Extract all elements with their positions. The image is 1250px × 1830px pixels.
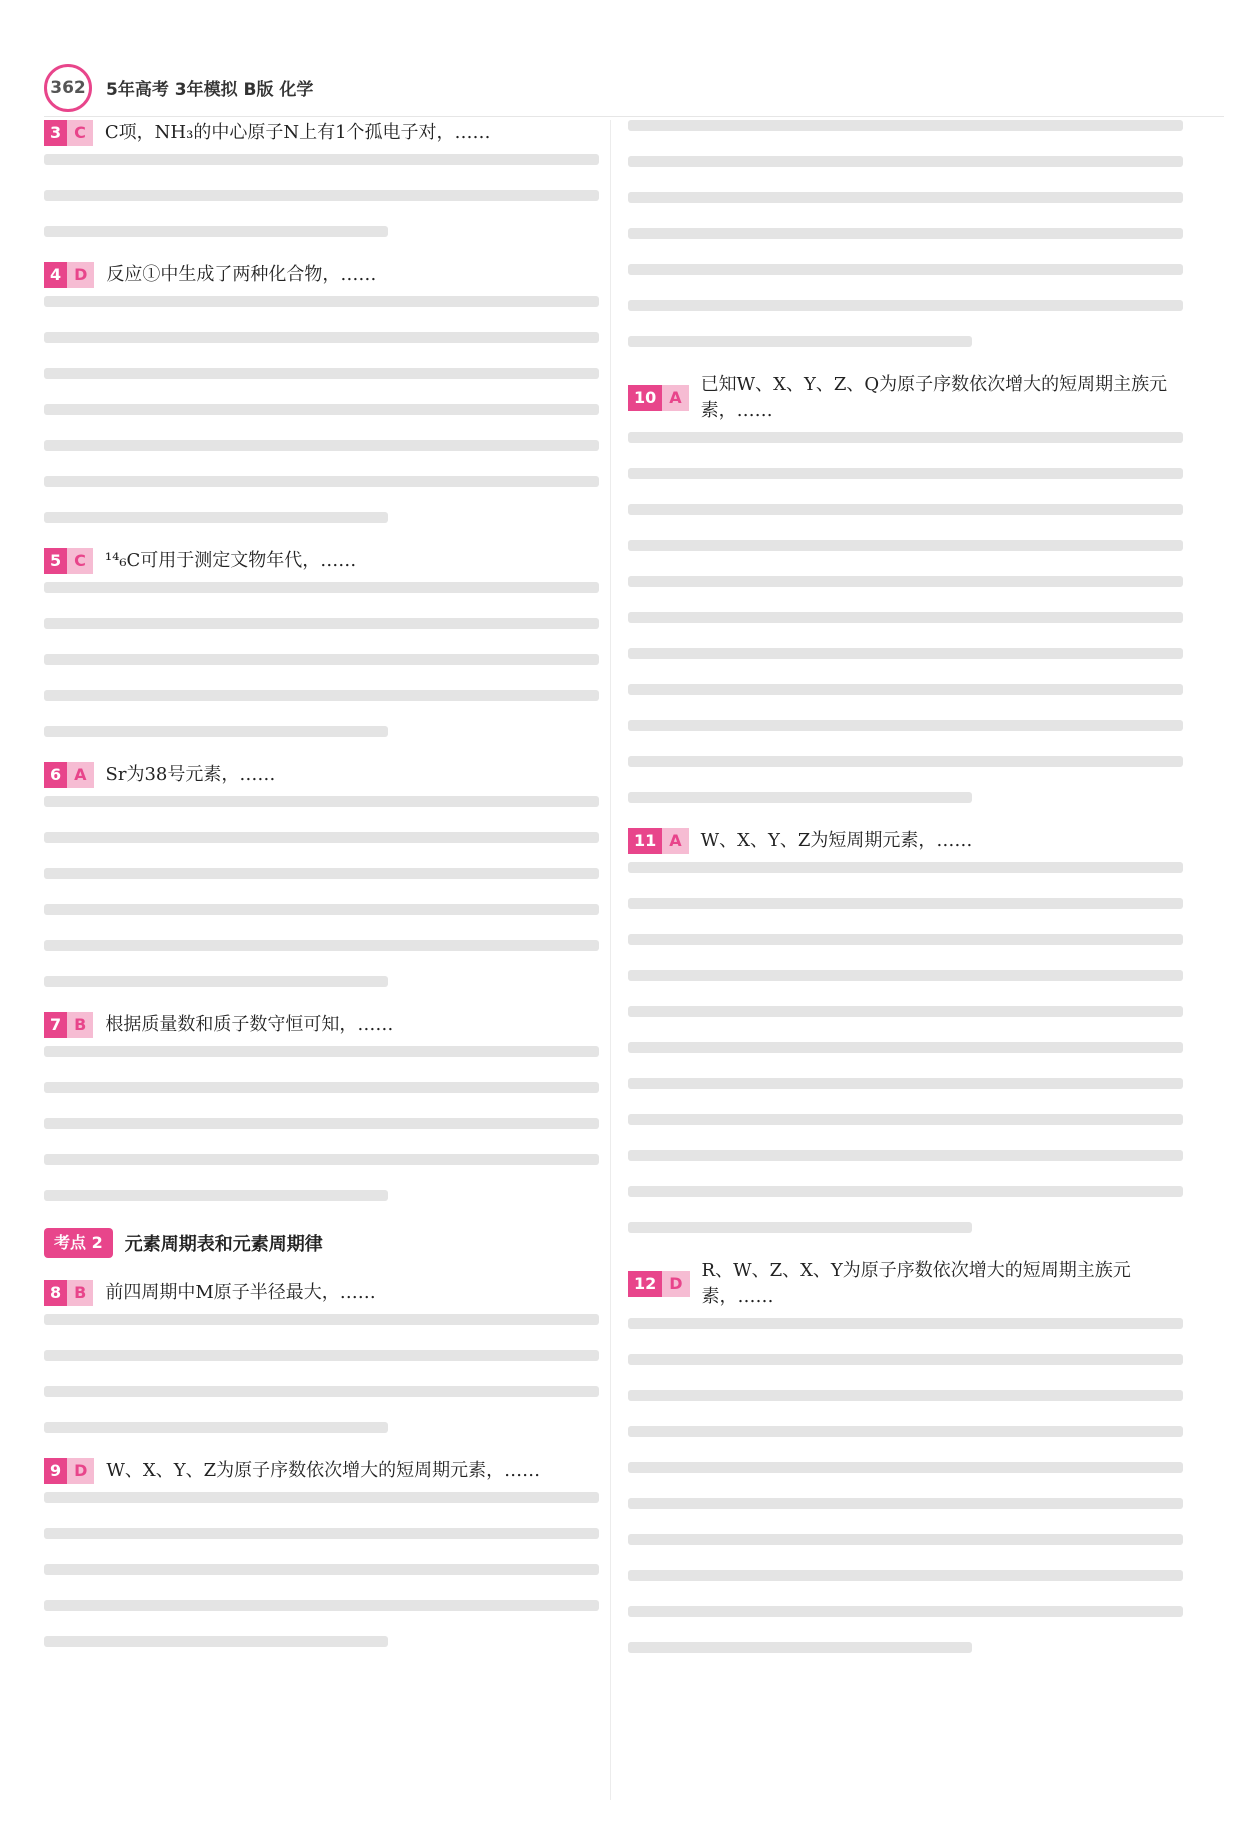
question-number: 4	[44, 262, 67, 288]
solution-text-placeholder	[44, 618, 599, 629]
solution-text-placeholder	[628, 898, 1183, 909]
answer-entry	[44, 1280, 599, 1433]
entry-head	[44, 1012, 599, 1038]
solution-lead: W、X、Y、Z为短周期元素，……	[700, 830, 973, 851]
solution-lead: W、X、Y、Z为原子序数依次增大的短周期元素，……	[106, 1460, 541, 1481]
answer-badge	[44, 1280, 93, 1306]
solution-text-placeholder	[628, 756, 1183, 767]
answer-entry	[628, 120, 1183, 347]
solution-text-placeholder	[44, 368, 599, 379]
answer-entry	[628, 372, 1183, 803]
solution-text-placeholder	[44, 1564, 599, 1575]
solution-text-placeholder	[628, 1150, 1183, 1161]
solution-text-placeholder	[44, 976, 388, 987]
solution-text-placeholder	[44, 940, 599, 951]
solution-text-placeholder	[44, 832, 599, 843]
solution-text-placeholder	[628, 1534, 1183, 1545]
right-column	[628, 120, 1183, 1678]
solution-text-placeholder	[44, 1528, 599, 1539]
solution-text-placeholder	[44, 654, 599, 665]
question-number: 9	[44, 1458, 67, 1484]
solution-text-placeholder	[628, 612, 1183, 623]
solution-lead: C项，NH₃的中心原子N上有1个孤电子对，……	[104, 122, 491, 143]
solution-text-placeholder	[628, 1354, 1183, 1365]
answer-entry	[628, 828, 1183, 1233]
question-number: 6	[44, 762, 67, 788]
solution-text-placeholder	[44, 582, 599, 593]
solution-text-placeholder	[44, 332, 599, 343]
solution-text-placeholder	[628, 1114, 1183, 1125]
answer-letter: D	[67, 1458, 94, 1484]
entry-head	[44, 1458, 599, 1484]
solution-text-placeholder	[628, 1642, 972, 1653]
question-number: 5	[44, 548, 67, 574]
answer-badge	[44, 1458, 94, 1484]
solution-text-placeholder	[628, 1318, 1183, 1329]
page-header	[44, 64, 1224, 114]
solution-text-placeholder	[44, 1386, 599, 1397]
entry-head	[628, 1258, 1183, 1310]
page-number: 362	[44, 64, 92, 112]
answer-letter: C	[67, 548, 93, 574]
solution-text-placeholder	[628, 192, 1183, 203]
entry-head	[44, 1280, 599, 1306]
answer-badge	[44, 762, 94, 788]
entry-head	[44, 262, 599, 288]
solution-text-placeholder	[44, 1636, 388, 1647]
solution-text-placeholder	[628, 120, 1183, 131]
answer-badge	[44, 262, 94, 288]
entry-head	[628, 828, 1183, 854]
solution-lead: ¹⁴₆C可用于测定文物年代，……	[104, 550, 357, 571]
solution-text-placeholder	[628, 1186, 1183, 1197]
answer-badge	[44, 120, 93, 146]
answer-entry	[44, 120, 599, 237]
solution-text-placeholder	[44, 476, 599, 487]
question-number: 8	[44, 1280, 67, 1306]
solution-text-placeholder	[628, 934, 1183, 945]
left-entries-after	[44, 1280, 599, 1647]
solution-lead: 反应①中生成了两种化合物，……	[106, 264, 377, 285]
solution-text-placeholder	[628, 1570, 1183, 1581]
answer-badge	[628, 385, 689, 411]
book-title: 5年高考 3年模拟 B版 化学	[106, 80, 314, 100]
solution-text-placeholder	[44, 904, 599, 915]
solution-text-placeholder	[628, 576, 1183, 587]
question-number: 12	[628, 1271, 662, 1297]
answer-letter: B	[67, 1280, 93, 1306]
solution-text-placeholder	[44, 296, 599, 307]
entry-head	[44, 548, 599, 574]
answer-letter: D	[67, 262, 94, 288]
solution-text-placeholder	[628, 1606, 1183, 1617]
solution-text-placeholder	[628, 1222, 972, 1233]
answer-letter: D	[662, 1271, 689, 1297]
header-rule	[44, 116, 1224, 117]
answer-entry	[44, 548, 599, 737]
solution-lead: 前四周期中M原子半径最大，……	[105, 1282, 376, 1303]
answer-entry	[44, 262, 599, 523]
solution-text-placeholder	[628, 1498, 1183, 1509]
solution-text-placeholder	[628, 1078, 1183, 1089]
solution-lead: 已知W、X、Y、Z、Q为原子序数依次增大的短周期主族元素，……	[700, 374, 1168, 421]
answer-letter: A	[662, 385, 688, 411]
solution-text-placeholder	[44, 1082, 599, 1093]
entry-head	[44, 120, 599, 146]
solution-text-placeholder	[44, 1600, 599, 1611]
question-number: 11	[628, 828, 662, 854]
answer-letter: A	[662, 828, 688, 854]
solution-text-placeholder	[44, 1350, 599, 1361]
solution-text-placeholder	[628, 648, 1183, 659]
question-number: 10	[628, 385, 662, 411]
solution-lead: Sr为38号元素，……	[105, 764, 276, 785]
answer-letter: B	[67, 1012, 93, 1038]
section-heading	[44, 1226, 599, 1260]
solution-text-placeholder	[44, 868, 599, 879]
solution-text-placeholder	[628, 720, 1183, 731]
entry-head	[628, 372, 1183, 424]
solution-text-placeholder	[628, 336, 972, 347]
solution-text-placeholder	[44, 1422, 388, 1433]
solution-text-placeholder	[628, 1462, 1183, 1473]
solution-text-placeholder	[44, 190, 599, 201]
solution-text-placeholder	[44, 796, 599, 807]
solution-text-placeholder	[628, 300, 1183, 311]
right-entries	[628, 120, 1183, 1653]
solution-text-placeholder	[628, 970, 1183, 981]
solution-text-placeholder	[44, 1046, 599, 1057]
solution-text-placeholder	[44, 726, 388, 737]
solution-text-placeholder	[628, 1426, 1183, 1437]
solution-text-placeholder	[628, 228, 1183, 239]
left-entries	[44, 120, 599, 1201]
solution-text-placeholder	[628, 862, 1183, 873]
solution-text-placeholder	[44, 404, 599, 415]
solution-text-placeholder	[628, 432, 1183, 443]
solution-text-placeholder	[44, 1314, 599, 1325]
solution-text-placeholder	[628, 264, 1183, 275]
entry-head	[44, 762, 599, 788]
solution-lead: R、W、Z、X、Y为原子序数依次增大的短周期主族元素，……	[701, 1260, 1131, 1307]
solution-text-placeholder	[628, 540, 1183, 551]
answer-letter: C	[67, 120, 93, 146]
question-number: 7	[44, 1012, 67, 1038]
solution-lead: 根据质量数和质子数守恒可知，……	[105, 1014, 394, 1035]
answer-badge	[628, 1271, 690, 1297]
left-column	[44, 120, 599, 1672]
solution-text-placeholder	[628, 1006, 1183, 1017]
answer-entry	[44, 762, 599, 987]
answer-entry	[44, 1012, 599, 1201]
solution-text-placeholder	[628, 468, 1183, 479]
answer-entry	[628, 1258, 1183, 1653]
column-divider	[610, 120, 611, 1800]
solution-text-placeholder	[44, 1154, 599, 1165]
answer-badge	[628, 828, 689, 854]
solution-text-placeholder	[628, 792, 972, 803]
question-number: 3	[44, 120, 67, 146]
section-tag: 考点 2	[44, 1228, 113, 1258]
solution-text-placeholder	[628, 1390, 1183, 1401]
solution-text-placeholder	[628, 684, 1183, 695]
solution-text-placeholder	[628, 1042, 1183, 1053]
answer-badge	[44, 1012, 93, 1038]
solution-text-placeholder	[44, 440, 599, 451]
solution-text-placeholder	[44, 1190, 388, 1201]
solution-text-placeholder	[44, 1118, 599, 1129]
answer-letter: A	[67, 762, 93, 788]
solution-text-placeholder	[44, 690, 599, 701]
answer-badge	[44, 548, 93, 574]
section-title: 元素周期表和元素周期律	[124, 1234, 323, 1255]
solution-text-placeholder	[44, 226, 388, 237]
solution-text-placeholder	[44, 512, 388, 523]
solution-text-placeholder	[44, 1492, 599, 1503]
solution-text-placeholder	[628, 504, 1183, 515]
solution-text-placeholder	[628, 156, 1183, 167]
solution-text-placeholder	[44, 154, 599, 165]
answer-entry	[44, 1458, 599, 1647]
